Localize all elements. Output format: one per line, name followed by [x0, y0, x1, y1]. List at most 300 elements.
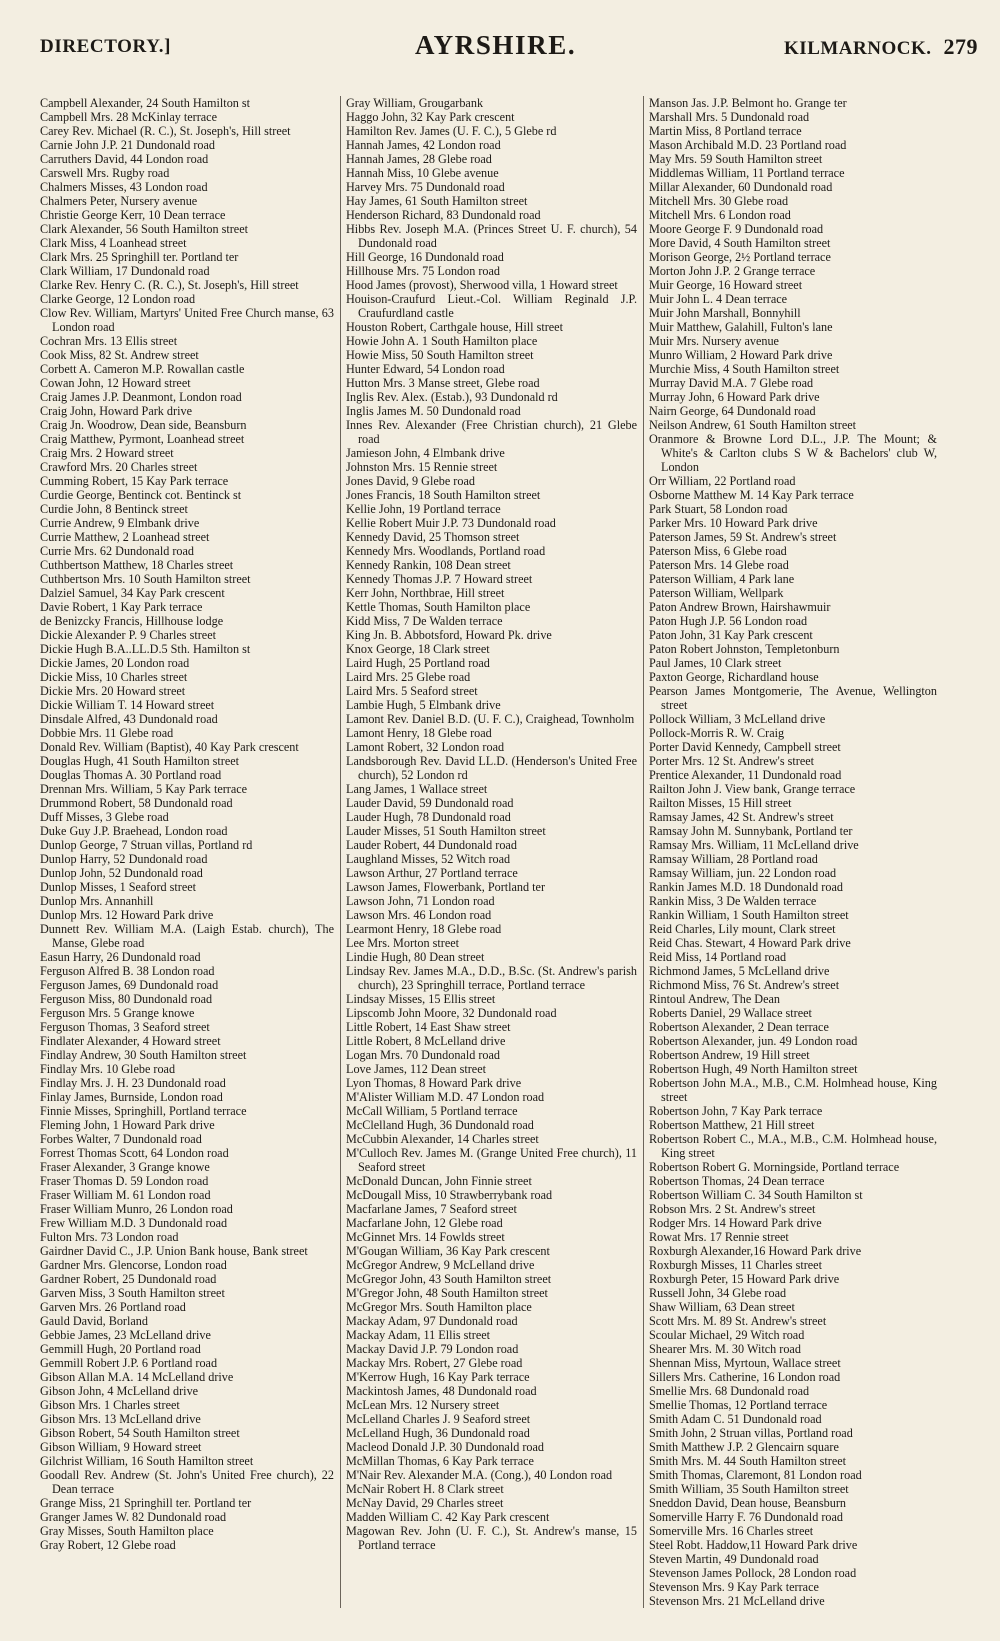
directory-entry: Hutton Mrs. 3 Manse street, Glebe road — [346, 376, 540, 390]
directory-entry: McCubbin Alexander, 14 Charles street — [346, 1132, 539, 1146]
directory-entry: de Benizcky Francis, Hillhouse lodge — [40, 614, 224, 628]
directory-entry: Robertson Robert G. Morningside, Portland terrace — [649, 1160, 900, 1174]
directory-entry: Cumming Robert, 15 Kay Park terrace — [40, 474, 229, 488]
directory-entry: Campbell Mrs. 28 McKinlay terrace — [40, 110, 218, 124]
directory-entry: Robertson Robert C., M.A., M.B., C.M. Holmhead house, King street — [649, 1132, 937, 1160]
directory-entry: Ramsay John M. Sunnybank, Portland ter — [649, 824, 853, 838]
directory-entry: Gibson Robert, 54 South Hamilton street — [40, 1426, 240, 1440]
directory-entry: Dickie Miss, 10 Charles street — [40, 670, 188, 684]
directory-entry: Logan Mrs. 70 Dundonald road — [346, 1048, 501, 1062]
directory-entry: Lauder Robert, 44 Dundonald road — [346, 838, 517, 852]
directory-entry: Smith William, 35 South Hamilton street — [649, 1482, 849, 1496]
directory-entry: Lang James, 1 Wallace street — [346, 782, 488, 796]
directory-entry: Fleming John, 1 Howard Park drive — [40, 1118, 215, 1132]
directory-entry: Fraser William M. 61 London road — [40, 1188, 211, 1202]
directory-entry: Currie Mrs. 62 Dundonald road — [40, 544, 195, 558]
directory-entry: Lindsay Rev. James M.A., D.D., B.Sc. (St. Andrew's parish church), 23 Springhill terrace, Portland terrace — [346, 964, 637, 992]
directory-entry: Innes Rev. Alexander (Free Christian church), 21 Glebe road — [346, 418, 637, 446]
directory-entry: McClelland Hugh, 36 Dundonald road — [346, 1118, 534, 1132]
directory-entry: Dunlop Mrs. Annanhill — [40, 894, 154, 908]
directory-entry: Somerville Mrs. 16 Charles street — [649, 1524, 814, 1538]
directory-entry: Currie Matthew, 2 Loanhead street — [40, 530, 210, 544]
directory-entry: Morison George, 2½ Portland terrace — [649, 250, 831, 264]
directory-entry: Carswell Mrs. Rugby road — [40, 166, 170, 180]
directory-entry: Hillhouse Mrs. 75 London road — [346, 264, 501, 278]
directory-entry: Gilchrist William, 16 South Hamilton street — [40, 1454, 254, 1468]
directory-entry: Murray David M.A. 7 Glebe road — [649, 376, 814, 390]
directory-entry: Railton John J. View bank, Grange terrace — [649, 782, 856, 796]
directory-entry: Rintoul Andrew, The Dean — [649, 992, 780, 1006]
directory-entry: Sneddon David, Dean house, Beansburn — [649, 1496, 846, 1510]
directory-entry: Little Robert, 14 East Shaw street — [346, 1020, 511, 1034]
directory-entry: M'Culloch Rev. James M. (Grange United Free church), 11 Seaford street — [346, 1146, 637, 1174]
directory-entry: Findlay Mrs. J. H. 23 Dundonald road — [40, 1076, 226, 1090]
directory-entry: Paton Hugh J.P. 56 London road — [649, 614, 808, 628]
directory-entry: Paul James, 10 Clark street — [649, 656, 782, 670]
directory-entry: Kennedy Mrs. Woodlands, Portland road — [346, 544, 546, 558]
directory-entry: Pollock William, 3 McLelland drive — [649, 712, 826, 726]
directory-entry: Grange Miss, 21 Springhill ter. Portland ter — [40, 1496, 252, 1510]
directory-entry: Madden William C. 42 Kay Park crescent — [346, 1510, 550, 1524]
directory-entry: Scoular Michael, 29 Witch road — [649, 1328, 805, 1342]
directory-entry: Gray Misses, South Hamilton place — [40, 1524, 214, 1538]
directory-entry: Johnston Mrs. 15 Rennie street — [346, 460, 498, 474]
directory-entry: Porter Mrs. 12 St. Andrew's street — [649, 754, 815, 768]
directory-entry: Carruthers David, 44 London road — [40, 152, 209, 166]
directory-entry: Kennedy Rankin, 108 Dean street — [346, 558, 511, 572]
directory-entry: Craig Jn. Woodrow, Dean side, Beansburn — [40, 418, 247, 432]
directory-entry: McLean Mrs. 12 Nursery street — [346, 1398, 500, 1412]
directory-entry: Park Stuart, 58 London road — [649, 502, 788, 516]
directory-entry: Clark Mrs. 25 Springhill ter. Portland ter — [40, 250, 239, 264]
directory-entry: Gibson Mrs. 13 McLelland drive — [40, 1412, 201, 1426]
directory-entry: Love James, 112 Dean street — [346, 1062, 486, 1076]
directory-entry: Robertson William C. 34 South Hamilton st — [649, 1188, 863, 1202]
directory-entry: Kellie John, 19 Portland terrace — [346, 502, 501, 516]
directory-entry: Findlater Alexander, 4 Howard street — [40, 1034, 221, 1048]
directory-entry: Fraser Alexander, 3 Grange knowe — [40, 1160, 210, 1174]
directory-entry: Landsborough Rev. David LL.D. (Henderson's United Free church), 52 London rd — [346, 754, 637, 782]
directory-entry: Mitchell Mrs. 6 London road — [649, 208, 791, 222]
directory-entry: Stevenson Mrs. 9 Kay Park terrace — [649, 1580, 819, 1594]
directory-entry: Gibson Mrs. 1 Charles street — [40, 1398, 180, 1412]
directory-entry: M'Gregor John, 48 South Hamilton street — [346, 1286, 548, 1300]
directory-entry: Lyon Thomas, 8 Howard Park drive — [346, 1076, 522, 1090]
directory-entry: Paton Andrew Brown, Hairshawmuir — [649, 600, 831, 614]
directory-entry: Dickie Hugh B.A..LL.D.5 Sth. Hamilton st — [40, 642, 251, 656]
directory-entry: Ferguson Alfred B. 38 London road — [40, 964, 215, 978]
directory-entry: Frew William M.D. 3 Dundonald road — [40, 1216, 228, 1230]
directory-entry: Roxburgh Misses, 11 Charles street — [649, 1258, 822, 1272]
directory-entry: Hannah James, 42 London road — [346, 138, 501, 152]
directory-entry: Rankin Miss, 3 De Walden terrace — [649, 894, 817, 908]
directory-entry: Pollock-Morris R. W. Craig — [649, 726, 785, 740]
directory-entry: Parker Mrs. 10 Howard Park drive — [649, 516, 818, 530]
directory-entry: Gibson Allan M.A. 14 McLelland drive — [40, 1370, 234, 1384]
directory-entry: McGregor Andrew, 9 McLelland drive — [346, 1258, 535, 1272]
directory-entry: Dickie William T. 14 Howard street — [40, 698, 215, 712]
directory-entry: Dickie James, 20 London road — [40, 656, 190, 670]
directory-entry: Smith John, 2 Struan villas, Portland road — [649, 1426, 853, 1440]
directory-entry: Oranmore & Browne Lord D.L., J.P. The Mount; & White's & Carlton clubs S W & Bachelors' club W, London — [649, 432, 937, 474]
directory-entry: McMillan Thomas, 6 Kay Park terrace — [346, 1454, 534, 1468]
directory-entry: Cook Miss, 82 St. Andrew street — [40, 348, 199, 362]
directory-entry: Douglas Thomas A. 30 Portland road — [40, 768, 222, 782]
directory-entry: Curdie George, Bentinck cot. Bentinck st — [40, 488, 242, 502]
directory-entry: Hay James, 61 South Hamilton street — [346, 194, 528, 208]
directory-entry: Craig James J.P. Deanmont, London road — [40, 390, 242, 404]
directory-entry: Pearson James Montgomerie, The Avenue, Wellington street — [649, 684, 937, 712]
directory-entry: Rowat Mrs. 17 Rennie street — [649, 1230, 789, 1244]
directory-entry: Paterson Mrs. 14 Glebe road — [649, 558, 789, 572]
directory-entry: Dalziel Samuel, 34 Kay Park crescent — [40, 586, 225, 600]
directory-entry: Dunlop Mrs. 12 Howard Park drive — [40, 908, 214, 922]
directory-entry: Orr William, 22 Portland road — [649, 474, 796, 488]
directory-entry: Ferguson Mrs. 5 Grange knowe — [40, 1006, 195, 1020]
directory-entry: Clark Alexander, 56 South Hamilton street — [40, 222, 249, 236]
directory-entry: Clarke Rev. Henry C. (R. C.), St. Joseph's, Hill street — [40, 278, 299, 292]
directory-entry: Lawson Mrs. 46 London road — [346, 908, 492, 922]
directory-entry: Robertson Andrew, 19 Hill street — [649, 1048, 810, 1062]
directory-entry: Robertson John, 7 Kay Park terrace — [649, 1104, 823, 1118]
directory-entry: Mitchell Mrs. 30 Glebe road — [649, 194, 789, 208]
directory-entry: Smith Matthew J.P. 2 Glencairn square — [649, 1440, 839, 1454]
directory-entry: Kidd Miss, 7 De Walden terrace — [346, 614, 503, 628]
directory-entry: Shennan Miss, Myrtoun, Wallace street — [649, 1356, 841, 1370]
directory-entry: Fraser Thomas D. 59 London road — [40, 1174, 209, 1188]
directory-entry: Hunter Edward, 54 London road — [346, 362, 505, 376]
directory-entry: Hannah Miss, 10 Glebe avenue — [346, 166, 499, 180]
directory-entry: Chalmers Misses, 43 London road — [40, 180, 208, 194]
directory-entry: Harvey Mrs. 75 Dundonald road — [346, 180, 505, 194]
directory-entry: Lee Mrs. Morton street — [346, 936, 460, 950]
directory-entry: Cowan John, 12 Howard street — [40, 376, 191, 390]
directory-entry: Lawson James, Flowerbank, Portland ter — [346, 880, 546, 894]
directory-entry: Mackay Adam, 11 Ellis street — [346, 1328, 491, 1342]
directory-entry: Reid Charles, Lily mount, Clark street — [649, 922, 836, 936]
directory-entry: Morton John J.P. 2 Grange terrace — [649, 264, 816, 278]
directory-entry: Nairn George, 64 Dundonald road — [649, 404, 816, 418]
directory-entry: Kellie Robert Muir J.P. 73 Dundonald road — [346, 516, 556, 530]
directory-entry: Ferguson Miss, 80 Dundonald road — [40, 992, 213, 1006]
directory-entry: Lawson Arthur, 27 Portland terrace — [346, 866, 518, 880]
directory-entry: Neilson Andrew, 61 South Hamilton street — [649, 418, 857, 432]
directory-entry: Campbell Alexander, 24 South Hamilton st — [40, 96, 251, 110]
directory-entry: Robson Mrs. 2 St. Andrew's street — [649, 1202, 816, 1216]
directory-entry: Millar Alexander, 60 Dundonald road — [649, 180, 833, 194]
directory-entry: Ramsay James, 42 St. Andrew's street — [649, 810, 834, 824]
directory-entry: Shaw William, 63 Dean street — [649, 1300, 795, 1314]
directory-entry: Christie George Kerr, 10 Dean terrace — [40, 208, 226, 222]
directory-entry: Duke Guy J.P. Braehead, London road — [40, 824, 228, 838]
directory-entry: Howie Miss, 50 South Hamilton street — [346, 348, 534, 362]
directory-entry: Hamilton Rev. James (U. F. C.), 5 Glebe rd — [346, 124, 557, 138]
directory-entry: Muir Mrs. Nursery avenue — [649, 334, 779, 348]
directory-entry: McDougall Miss, 10 Strawberrybank road — [346, 1188, 553, 1202]
directory-entry: Easun Harry, 26 Dundonald road — [40, 950, 201, 964]
directory-entry: Roxburgh Peter, 15 Howard Park drive — [649, 1272, 840, 1286]
directory-entry: Lamont Robert, 32 London road — [346, 740, 505, 754]
directory-entry: Laird Mrs. 25 Glebe road — [346, 670, 471, 684]
directory-entry: Goodall Rev. Andrew (St. John's United Free church), 22 Dean terrace — [40, 1468, 334, 1496]
directory-entry: Lamont Rev. Daniel B.D. (U. F. C.), Craighead, Townholm — [346, 712, 635, 726]
directory-entry: Davie Robert, 1 Kay Park terrace — [40, 600, 203, 614]
directory-entry: Muir George, 16 Howard street — [649, 278, 803, 292]
directory-entry: Haggo John, 32 Kay Park crescent — [346, 110, 515, 124]
directory-entry: Craig John, Howard Park drive — [40, 404, 192, 418]
directory-entry: Douglas Hugh, 41 South Hamilton street — [40, 754, 240, 768]
directory-entry: Muir Matthew, Galahill, Fulton's lane — [649, 320, 833, 334]
directory-entry: Cochran Mrs. 13 Ellis street — [40, 334, 178, 348]
directory-entry: Finlay James, Burnside, London road — [40, 1090, 223, 1104]
directory-entry: Donald Rev. William (Baptist), 40 Kay Park crescent — [40, 740, 299, 754]
directory-entry: Fraser William Munro, 26 London road — [40, 1202, 233, 1216]
directory-entry: Ramsay Mrs. William, 11 McLelland drive — [649, 838, 859, 852]
directory-entry: May Mrs. 59 South Hamilton street — [649, 152, 823, 166]
column-1 — [40, 96, 340, 1608]
directory-entry: Mackay Mrs. Robert, 27 Glebe road — [346, 1356, 523, 1370]
running-head-right — [784, 34, 978, 60]
directory-entry: Findlay Mrs. 10 Glebe road — [40, 1062, 176, 1076]
directory-entry: Railton Misses, 15 Hill street — [649, 796, 792, 810]
directory-entry: Mackintosh James, 48 Dundonald road — [346, 1384, 537, 1398]
directory-entry: Mackay Adam, 97 Dundonald road — [346, 1314, 518, 1328]
directory-entry: Muir John Marshall, Bonnyhill — [649, 306, 801, 320]
directory-entry: Gardner Robert, 25 Dundonald road — [40, 1272, 217, 1286]
directory-entry: Hannah James, 28 Glebe road — [346, 152, 492, 166]
directory-entry: Hill George, 16 Dundonald road — [346, 250, 504, 264]
directory-entry: Drummond Robert, 58 Dundonald road — [40, 796, 233, 810]
directory-entry: Granger James W. 82 Dundonald road — [40, 1510, 227, 1524]
directory-entry: Reid Miss, 14 Portland road — [649, 950, 787, 964]
directory-entry: McCall William, 5 Portland terrace — [346, 1104, 518, 1118]
directory-entry: Gray William, Grougarbank — [346, 96, 484, 110]
directory-entry: Cuthbertson Matthew, 18 Charles street — [40, 558, 234, 572]
directory-entry: Gibson John, 4 McLelland drive — [40, 1384, 199, 1398]
directory-entry: Muir John L. 4 Dean terrace — [649, 292, 788, 306]
directory-entry: Ramsay William, 28 Portland road — [649, 852, 818, 866]
directory-entry: Garven Miss, 3 South Hamilton street — [40, 1286, 225, 1300]
directory-entry: Currie Andrew, 9 Elmbank drive — [40, 516, 200, 530]
directory-entry: Ferguson James, 69 Dundonald road — [40, 978, 219, 992]
directory-entry: Roberts Daniel, 29 Wallace street — [649, 1006, 812, 1020]
directory-entry: Shearer Mrs. M. 30 Witch road — [649, 1342, 801, 1356]
directory-entry: Gray Robert, 12 Glebe road — [40, 1538, 176, 1552]
directory-entry: Robertson Alexander, jun. 49 London road — [649, 1034, 858, 1048]
directory-entry: Jones Francis, 18 South Hamilton street — [346, 488, 541, 502]
directory-entry: Drennan Mrs. William, 5 Kay Park terrace — [40, 782, 248, 796]
directory-entry: Chalmers Peter, Nursery avenue — [40, 194, 198, 208]
directory-entry: Clark Miss, 4 Loanhead street — [40, 236, 187, 250]
directory-entry: Gairdner David C., J.P. Union Bank house, Bank street — [40, 1244, 308, 1258]
directory-entry: McNay David, 29 Charles street — [346, 1496, 504, 1510]
directory-entry: Richmond James, 5 McLelland drive — [649, 964, 830, 978]
column-3 — [643, 96, 943, 1608]
directory-entry: Howie John A. 1 South Hamilton place — [346, 334, 538, 348]
directory-entry: Smellie Mrs. 68 Dundonald road — [649, 1384, 810, 1398]
directory-entry: Inglis James M. 50 Dundonald road — [346, 404, 521, 418]
directory-entry: Lawson John, 71 London road — [346, 894, 495, 908]
directory-entry: Paterson Miss, 6 Glebe road — [649, 544, 787, 558]
directory-entry: McDonald Duncan, John Finnie street — [346, 1174, 532, 1188]
directory-entry: Clarke George, 12 London road — [40, 292, 196, 306]
directory-entry: Magowan Rev. John (U. F. C.), St. Andrew's manse, 15 Portland terrace — [346, 1524, 637, 1552]
directory-entry: Clow Rev. William, Martyrs' United Free Church manse, 63 London road — [40, 306, 334, 334]
directory-entry: Munro William, 2 Howard Park drive — [649, 348, 833, 362]
directory-entry: Kennedy David, 25 Thomson street — [346, 530, 520, 544]
directory-entry: M'Kerrow Hugh, 16 Kay Park terrace — [346, 1370, 530, 1384]
directory-entry: Dunlop Misses, 1 Seaford street — [40, 880, 197, 894]
directory-entry: Forrest Thomas Scott, 64 London road — [40, 1146, 229, 1160]
directory-entry: Jones David, 9 Glebe road — [346, 474, 475, 488]
directory-entry: Lambie Hugh, 5 Elmbank drive — [346, 698, 501, 712]
directory-entry: Murray John, 6 Howard Park drive — [649, 390, 820, 404]
directory-entry: Robertson Hugh, 49 North Hamilton street — [649, 1062, 858, 1076]
directory-entry: Cuthbertson Mrs. 10 South Hamilton street — [40, 572, 251, 586]
directory-entry: Lindsay Misses, 15 Ellis street — [346, 992, 496, 1006]
directory-entry: Manson Jas. J.P. Belmont ho. Grange ter — [649, 96, 847, 110]
directory-entry: Henderson Richard, 83 Dundonald road — [346, 208, 541, 222]
directory-entry: King Jn. B. Abbotsford, Howard Pk. drive — [346, 628, 552, 642]
running-head-county: AYRSHIRE. — [415, 30, 577, 60]
directory-entry: Dunlop Harry, 52 Dundonald road — [40, 852, 208, 866]
directory-entry: Dinsdale Alfred, 43 Dundonald road — [40, 712, 218, 726]
directory-entry: Gauld David, Borland — [40, 1314, 148, 1328]
directory-entry: Dunlop George, 7 Struan villas, Portland rd — [40, 838, 253, 852]
directory-entry: Kerr John, Northbrae, Hill street — [346, 586, 505, 600]
directory-entry: Lauder Misses, 51 South Hamilton street — [346, 824, 546, 838]
directory-entry: Robertson Alexander, 2 Dean terrace — [649, 1020, 829, 1034]
directory-entry: Kettle Thomas, South Hamilton place — [346, 600, 531, 614]
directory-entry: Gebbie James, 23 McLelland drive — [40, 1328, 211, 1342]
directory-entry: Fulton Mrs. 73 London road — [40, 1230, 179, 1244]
directory-entry: Dunnett Rev. William M.A. (Laigh Estab. church), The Manse, Glebe road — [40, 922, 334, 950]
directory-entry: Dunlop John, 52 Dundonald road — [40, 866, 203, 880]
directory-entry: Knox George, 18 Clark street — [346, 642, 490, 656]
directory-entry: Ramsay William, jun. 22 London road — [649, 866, 837, 880]
directory-entry: Gibson William, 9 Howard street — [40, 1440, 202, 1454]
directory-entry: Paton Robert Johnston, Templetonburn — [649, 642, 840, 656]
directory-entry: Laughland Misses, 52 Witch road — [346, 852, 511, 866]
directory-entry: Paton John, 31 Kay Park crescent — [649, 628, 813, 642]
directory-entry: Roxburgh Alexander,16 Howard Park drive — [649, 1244, 862, 1258]
directory-entry: Hibbs Rev. Joseph M.A. (Princes Street U. F. church), 54 Dundonald road — [346, 222, 637, 250]
directory-entry: Steven Martin, 49 Dundonald road — [649, 1552, 819, 1566]
directory-entry: Paterson William, Wellpark — [649, 586, 784, 600]
directory-entry: Macfarlane James, 7 Seaford street — [346, 1202, 517, 1216]
directory-entry: Rankin William, 1 South Hamilton street — [649, 908, 849, 922]
directory-entry: Smith Thomas, Claremont, 81 London road — [649, 1468, 862, 1482]
directory-entry: Finnie Misses, Springhill, Portland terrace — [40, 1104, 247, 1118]
directory-entry: Robertson John M.A., M.B., C.M. Holmhead house, King street — [649, 1076, 937, 1104]
directory-entry: Smith Mrs. M. 44 South Hamilton street — [649, 1454, 847, 1468]
directory-entry: Richmond Miss, 76 St. Andrew's street — [649, 978, 840, 992]
directory-entry: Jamieson John, 4 Elmbank drive — [346, 446, 505, 460]
page-number: 279 — [943, 34, 978, 59]
running-head-town: KILMARNOCK. — [784, 38, 932, 59]
directory-entry: Murchie Miss, 4 South Hamilton street — [649, 362, 840, 376]
directory-entry: Sillers Mrs. Catherine, 16 London road — [649, 1370, 841, 1384]
directory-entry: Osborne Matthew M. 14 Kay Park terrace — [649, 488, 854, 502]
directory-entry: McGinnet Mrs. 14 Fowlds street — [346, 1230, 505, 1244]
directory-entry: Robertson Matthew, 21 Hill street — [649, 1118, 815, 1132]
directory-entry: Houison-Craufurd Lieut.-Col. William Reginald J.P. Craufurdland castle — [346, 292, 637, 320]
directory-entry: Prentice Alexander, 11 Dundonald road — [649, 768, 842, 782]
directory-entry: Moore George F. 9 Dundonald road — [649, 222, 824, 236]
directory-entry: Stevenson Mrs. 21 McLelland drive — [649, 1594, 825, 1608]
directory-entry: Dobbie Mrs. 11 Glebe road — [40, 726, 174, 740]
directory-entry: Macfarlane John, 12 Glebe road — [346, 1216, 503, 1230]
column-2 — [340, 96, 643, 1608]
directory-entry: Curdie John, 8 Bentinck street — [40, 502, 188, 516]
directory-entry: Paterson William, 4 Park lane — [649, 572, 795, 586]
directory-entry: Gemmill Hugh, 20 Portland road — [40, 1342, 201, 1356]
directory-entry: Mason Archibald M.D. 23 Portland road — [649, 138, 847, 152]
directory-entry: McLelland Charles J. 9 Seaford street — [346, 1412, 531, 1426]
directory-entry: McGregor Mrs. South Hamilton place — [346, 1300, 532, 1314]
page-header — [40, 28, 982, 74]
directory-entry: Reid Chas. Stewart, 4 Howard Park drive — [649, 936, 851, 950]
directory-entry: Inglis Rev. Alex. (Estab.), 93 Dundonald rd — [346, 390, 558, 404]
directory-entry: Little Robert, 8 McLelland drive — [346, 1034, 506, 1048]
directory-entry: Porter David Kennedy, Campbell street — [649, 740, 841, 754]
directory-entry: Gemmill Robert J.P. 6 Portland road — [40, 1356, 218, 1370]
directory-entry: Clark William, 17 Dundonald road — [40, 264, 210, 278]
directory-entry: Forbes Walter, 7 Dundonald road — [40, 1132, 202, 1146]
directory-entry: Laird Mrs. 5 Seaford street — [346, 684, 478, 698]
directory-entry: Craig Mrs. 2 Howard street — [40, 446, 174, 460]
directory-entry: Smellie Thomas, 12 Portland terrace — [649, 1398, 828, 1412]
running-head-left: DIRECTORY.] — [40, 36, 172, 57]
directory-entry: Lauder Hugh, 78 Dundonald road — [346, 810, 511, 824]
directory-entry: Garven Mrs. 26 Portland road — [40, 1300, 186, 1314]
directory-entry: Dickie Alexander P. 9 Charles street — [40, 628, 216, 642]
directory-entry: Lauder David, 59 Dundonald road — [346, 796, 514, 810]
directory-entry: Middlemas William, 11 Portland terrace — [649, 166, 845, 180]
directory-entry: Dickie Mrs. 20 Howard street — [40, 684, 186, 698]
directory-entry: McNair Robert H. 8 Clark street — [346, 1482, 504, 1496]
directory-entry: Ferguson Thomas, 3 Seaford street — [40, 1020, 210, 1034]
directory-entry: Mackay David J.P. 79 London road — [346, 1342, 519, 1356]
directory-columns — [40, 96, 982, 1608]
directory-entry: Corbett A. Cameron M.P. Rowallan castle — [40, 362, 245, 376]
directory-entry: More David, 4 South Hamilton street — [649, 236, 831, 250]
directory-entry: M'Nair Rev. Alexander M.A. (Cong.), 40 London road — [346, 1468, 613, 1482]
directory-entry: Crawford Mrs. 20 Charles street — [40, 460, 198, 474]
directory-entry: Smith Adam C. 51 Dundonald road — [649, 1412, 822, 1426]
directory-entry: Macleod Donald J.P. 30 Dundonald road — [346, 1440, 545, 1454]
directory-entry: Gardner Mrs. Glencorse, London road — [40, 1258, 227, 1272]
directory-entry: Steel Robt. Haddow,11 Howard Park drive — [649, 1538, 858, 1552]
directory-entry: Rodger Mrs. 14 Howard Park drive — [649, 1216, 822, 1230]
directory-entry: Paterson James, 59 St. Andrew's street — [649, 530, 837, 544]
directory-entry: Marshall Mrs. 5 Dundonald road — [649, 110, 810, 124]
directory-entry: Laird Hugh, 25 Portland road — [346, 656, 490, 670]
directory-entry: Stevenson James Pollock, 28 London road — [649, 1566, 857, 1580]
directory-entry: Duff Misses, 3 Glebe road — [40, 810, 169, 824]
directory-entry: Paxton George, Richardland house — [649, 670, 819, 684]
directory-entry: Kennedy Thomas J.P. 7 Howard street — [346, 572, 533, 586]
directory-entry: Craig Matthew, Pyrmont, Loanhead street — [40, 432, 245, 446]
directory-entry: Martin Miss, 8 Portland terrace — [649, 124, 802, 138]
directory-entry: McLelland Hugh, 36 Dundonald road — [346, 1426, 530, 1440]
directory-entry: Russell John, 34 Glebe road — [649, 1286, 787, 1300]
directory-entry: Robertson Thomas, 24 Dean terrace — [649, 1174, 825, 1188]
directory-entry: Lipscomb John Moore, 32 Dundonald road — [346, 1006, 557, 1020]
directory-entry: M'Gougan William, 36 Kay Park crescent — [346, 1244, 550, 1258]
directory-entry: Carnie John J.P. 21 Dundonald road — [40, 138, 216, 152]
directory-entry: Scott Mrs. M. 89 St. Andrew's street — [649, 1314, 827, 1328]
